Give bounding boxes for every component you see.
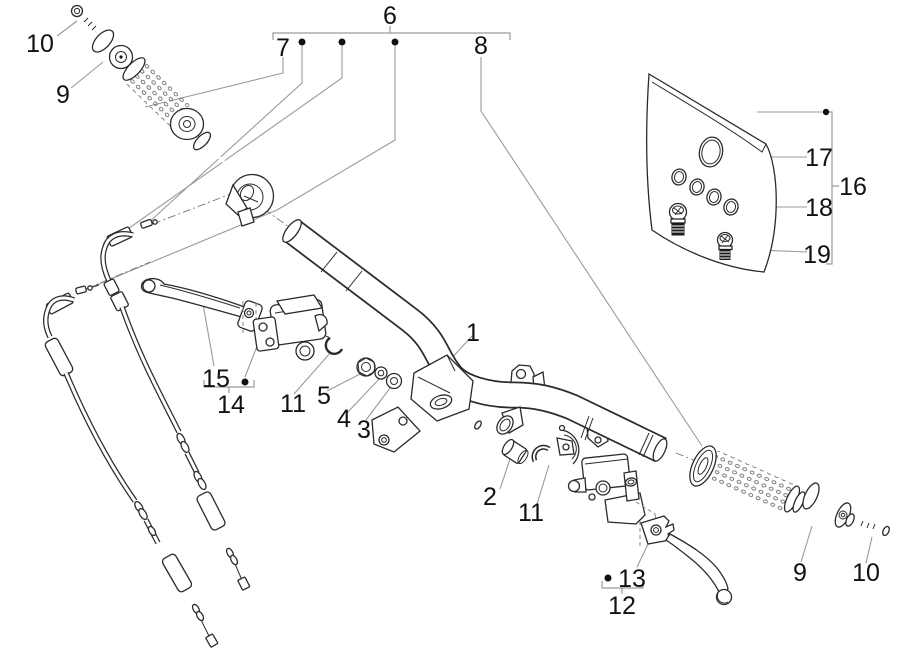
callout-9-left: 9 <box>56 81 70 109</box>
flat-washer <box>387 374 402 389</box>
cable-end-bead <box>88 286 92 290</box>
callout-2: 2 <box>483 483 497 511</box>
cable-ring <box>147 525 157 536</box>
cable-end-cap <box>206 634 218 648</box>
callout-5: 5 <box>317 382 331 410</box>
callout-7: 7 <box>276 34 290 62</box>
leader-dot1 <box>147 46 302 224</box>
cable-ring <box>195 610 205 621</box>
leader-15 <box>203 304 214 366</box>
bar-end-weight-left <box>89 26 133 68</box>
panel-screw-1 <box>670 204 687 236</box>
callout-4: 4 <box>337 405 351 433</box>
callout-dot <box>242 379 249 386</box>
cable-ring <box>196 477 207 491</box>
c-clip-center <box>534 447 549 461</box>
callout-6: 6 <box>383 2 397 30</box>
reservoir-plug <box>569 481 580 492</box>
left-grip <box>120 54 204 139</box>
cable-ring <box>229 554 239 565</box>
hex-nut <box>357 358 375 376</box>
handlebar-socket-stub <box>494 407 523 437</box>
callout-17: 17 <box>805 144 833 172</box>
cable-ring <box>179 440 190 454</box>
callout-dot <box>392 39 399 46</box>
outlet-port <box>296 342 314 360</box>
callout-dot <box>339 39 346 46</box>
callout-13: 13 <box>618 565 646 593</box>
callout-8: 8 <box>474 32 488 60</box>
callout-10-right: 10 <box>852 559 880 587</box>
callout-dot <box>823 109 829 115</box>
cable-end-bead <box>153 220 157 224</box>
left-grip-assembly <box>72 6 274 227</box>
clamp-block <box>253 317 279 352</box>
axis-bar-grip-right <box>676 453 696 461</box>
cable-barrel <box>196 491 227 532</box>
right-brake-lever <box>641 516 732 605</box>
left-master-cylinder <box>253 295 327 360</box>
callout-9-right: 9 <box>793 559 807 587</box>
leader-9-left <box>71 62 103 88</box>
grip-perforation <box>706 450 795 512</box>
panel-outline <box>647 74 777 272</box>
c-clip-left <box>326 336 342 354</box>
callout-dot <box>299 39 306 46</box>
bar-end-screw-right <box>844 513 890 537</box>
callout-11-left: 11 <box>280 390 306 418</box>
cable-end-cap <box>238 577 250 590</box>
callout-10-left: 10 <box>26 30 54 58</box>
cable-sleeve <box>44 337 74 377</box>
screw-tip <box>881 525 890 536</box>
callout-3: 3 <box>357 416 371 444</box>
callout-18: 18 <box>805 194 833 222</box>
screw-head <box>72 6 83 17</box>
callout-19: 19 <box>803 241 831 269</box>
lever-blade <box>666 534 728 594</box>
callout-1: 1 <box>466 319 480 347</box>
right-grip-assembly <box>684 442 890 536</box>
callout-15: 15 <box>202 365 230 393</box>
panel-screw-2 <box>718 233 733 260</box>
handlebar-clamp-arm-left <box>372 407 420 452</box>
cable-nipple <box>140 219 152 228</box>
axis-throttle-bar <box>264 209 289 227</box>
right-grip <box>684 442 807 514</box>
callout-11-center: 11 <box>518 499 544 527</box>
handlebar-clamp-plate <box>411 355 473 421</box>
leader-9-right <box>801 526 812 562</box>
lever-ball-end <box>717 590 732 605</box>
cable-ring <box>137 507 149 521</box>
callout-dot <box>605 575 612 582</box>
cable-barrel <box>161 553 193 593</box>
leader-10-left <box>57 21 77 36</box>
leader-5 <box>327 372 364 391</box>
callout-12: 12 <box>608 592 636 620</box>
lever-tip <box>143 280 155 292</box>
spring-washer <box>375 367 387 379</box>
grip-flange <box>171 109 204 140</box>
throttle-housing <box>226 175 274 227</box>
cable-nipple <box>75 286 86 294</box>
handlebar-cover-panel <box>647 74 777 272</box>
callout-16: 16 <box>839 173 867 201</box>
callout-14: 14 <box>217 391 245 419</box>
bar-end-screw-left <box>72 6 98 33</box>
